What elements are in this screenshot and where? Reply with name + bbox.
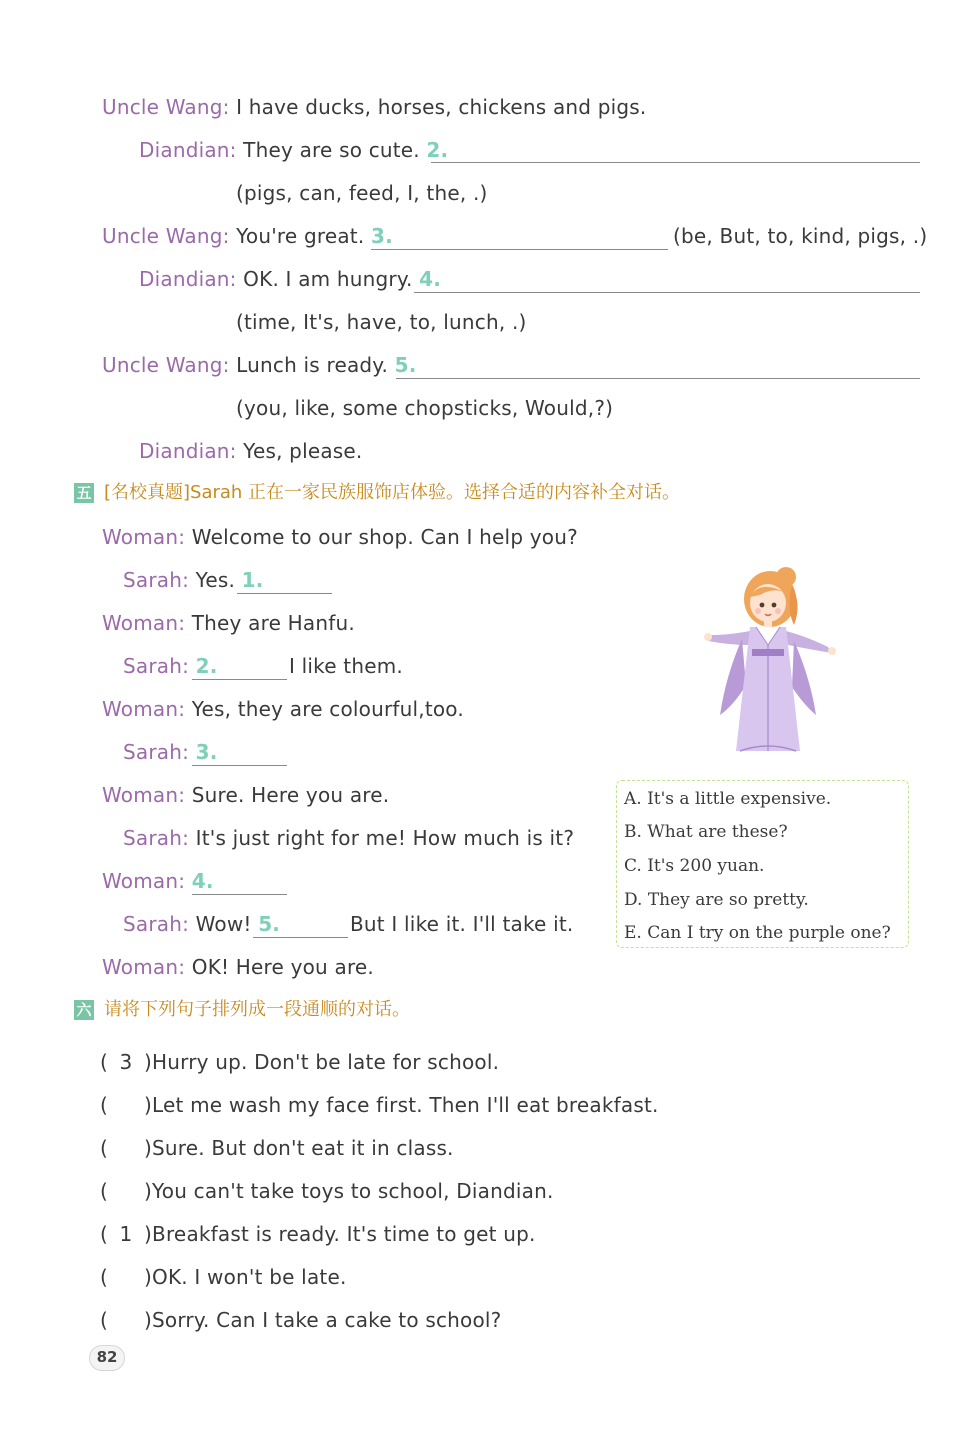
answer-blank[interactable]: [192, 657, 287, 680]
speaker-label: Diandian:: [139, 439, 237, 463]
dialogue-line: [139, 437, 362, 465]
answer-blank[interactable]: [396, 356, 920, 379]
order-sentence: Hurry up. Don't be late for school.: [152, 1050, 500, 1074]
ordering-item: ( )You can't take toys to school, Diandian.: [100, 1179, 554, 1203]
dialogue-line: [102, 781, 389, 809]
answer-blank[interactable]: [253, 915, 348, 938]
question-number: 2.: [426, 138, 449, 162]
dialogue-text: But I like it. I'll take it.: [350, 912, 574, 936]
dialogue-text: They are so cute.: [236, 138, 427, 162]
dialogue-text: It's just right for me! How much is it?: [189, 826, 575, 850]
answer-blank[interactable]: [431, 140, 920, 163]
ordering-item: ( )Let me wash my face first. Then I'll eat breakfast.: [100, 1093, 659, 1117]
section-six-title: 请将下列句子排列成一段通顺的对话。: [104, 999, 410, 1020]
section-six-header: [76, 997, 410, 1023]
question-number: 5.: [394, 353, 417, 377]
ordering-item: ( )OK. I won't be late.: [100, 1265, 347, 1289]
speaker-label: Diandian:: [139, 138, 237, 162]
answer-blank[interactable]: [237, 571, 332, 594]
dialogue-line: [102, 93, 646, 121]
section-five-header: [76, 480, 681, 506]
speaker-label: Uncle Wang:: [102, 224, 230, 248]
dialogue-text: OK. I am hungry.: [236, 267, 420, 291]
order-sentence: OK. I won't be late.: [152, 1265, 347, 1289]
question-number: 5.: [258, 912, 281, 936]
ordering-item: ( 3 )Hurry up. Don't be late for school.: [100, 1050, 500, 1074]
order-answer[interactable]: 1: [119, 1222, 133, 1246]
dialogue-text: Yes.: [189, 568, 242, 592]
options-box: [616, 780, 909, 948]
dialogue-text: Yes, they are colourful,too.: [185, 697, 464, 721]
question-number: 4.: [191, 869, 214, 893]
speaker-label: Sarah:: [123, 568, 190, 592]
question-number: 3.: [370, 224, 393, 248]
order-sentence: Sure. But don't eat it in class.: [152, 1136, 454, 1160]
speaker-label: Sarah:: [123, 740, 190, 764]
dialogue-line: [102, 351, 417, 379]
dialogue-text: Wow!: [189, 912, 259, 936]
speaker-label: Woman:: [102, 611, 186, 635]
speaker-label: Woman:: [102, 697, 186, 721]
dialogue-text: Lunch is ready.: [229, 353, 395, 377]
ordering-item: ( )Sure. But don't eat it in class.: [100, 1136, 454, 1160]
dialogue-text: Yes, please.: [236, 439, 363, 463]
order-sentence: Breakfast is ready. It's time to get up.: [152, 1222, 536, 1246]
speaker-label: Sarah:: [123, 912, 190, 936]
dialogue-line: [139, 136, 448, 164]
dialogue-line: [102, 222, 393, 250]
dialogue-text: You're great.: [229, 224, 371, 248]
dialogue-line: [102, 953, 374, 981]
page-number: 82: [89, 1345, 125, 1371]
speaker-label: Woman:: [102, 525, 186, 549]
dialogue-text: Welcome to our shop. Can I help you?: [185, 525, 578, 549]
section-six-icon: 六: [74, 1000, 94, 1020]
order-sentence: Let me wash my face first. Then I'll eat breakfast.: [152, 1093, 659, 1117]
dialogue-line: [102, 523, 578, 551]
speaker-label: Sarah:: [123, 654, 190, 678]
section-five-icon: 五: [74, 483, 94, 503]
order-answer[interactable]: 3: [119, 1050, 133, 1074]
question-number: 4.: [419, 267, 442, 291]
girl-hanfu-illustration: [700, 565, 840, 755]
word-hint: (pigs, can, feed, I, the, .): [236, 181, 488, 205]
order-sentence: Sorry. Can I take a cake to school?: [152, 1308, 502, 1332]
word-hint: (be, But, to, kind, pigs, .): [673, 224, 928, 248]
dialogue-text: Sure. Here you are.: [185, 783, 390, 807]
dialogue-line: [139, 265, 441, 293]
option-b: B. What are these?: [624, 822, 788, 842]
option-d: D. They are so pretty.: [624, 890, 809, 910]
dialogue-line: [102, 695, 464, 723]
ordering-item: ( 1 )Breakfast is ready. It's time to get up.: [100, 1222, 536, 1246]
word-hint: (you, like, some chopsticks, Would,?): [236, 396, 614, 420]
section-five-title: [名校真题]Sarah 正在一家民族服饰店体验。选择合适的内容补全对话。: [104, 482, 681, 503]
dialogue-line: [102, 609, 355, 637]
option-c: C. It's 200 yuan.: [624, 856, 765, 876]
option-a: A. It's a little expensive.: [624, 789, 832, 809]
speaker-label: Woman:: [102, 783, 186, 807]
ordering-item: ( )Sorry. Can I take a cake to school?: [100, 1308, 502, 1332]
speaker-label: Sarah:: [123, 826, 190, 850]
question-number: 1.: [241, 568, 264, 592]
answer-blank[interactable]: [192, 872, 287, 895]
dialogue-line: [123, 824, 574, 852]
dialogue-text: I like them.: [289, 654, 403, 678]
speaker-label: Uncle Wang:: [102, 95, 230, 119]
dialogue-text: They are Hanfu.: [185, 611, 355, 635]
answer-blank[interactable]: [371, 227, 668, 250]
speaker-label: Woman:: [102, 955, 186, 979]
dialogue-text: OK! Here you are.: [185, 955, 374, 979]
order-sentence: You can't take toys to school, Diandian.: [152, 1179, 554, 1203]
question-number: 3.: [195, 740, 218, 764]
answer-blank[interactable]: [192, 743, 287, 766]
speaker-label: Diandian:: [139, 267, 237, 291]
question-number: 2.: [195, 654, 218, 678]
word-hint: (time, It's, have, to, lunch, .): [236, 310, 527, 334]
speaker-label: Woman:: [102, 869, 186, 893]
answer-blank[interactable]: [414, 270, 920, 293]
dialogue-text: I have ducks, horses, chickens and pigs.: [229, 95, 647, 119]
option-e: E. Can I try on the purple one?: [624, 923, 891, 943]
speaker-label: Uncle Wang:: [102, 353, 230, 377]
